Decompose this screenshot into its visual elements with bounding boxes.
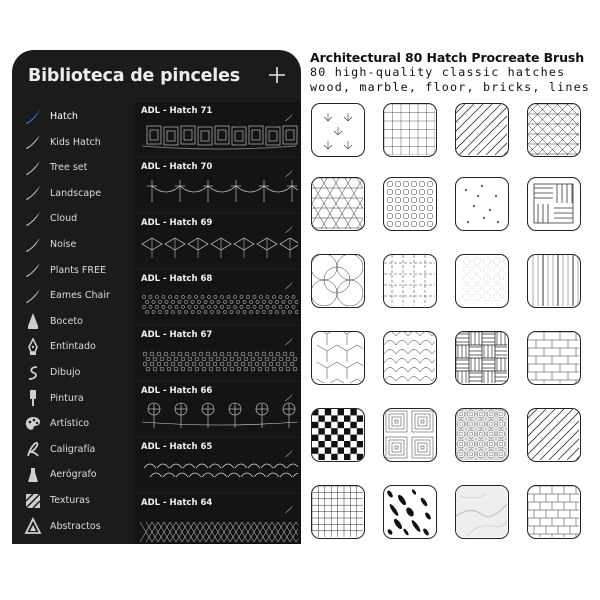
brush-name: ADL - Hatch 65 <box>141 442 213 452</box>
sidebar-item-boceto[interactable] <box>12 309 130 334</box>
brush-library-panel <box>12 50 301 544</box>
hatch-tile-dots <box>455 177 509 231</box>
hatch-tile-grid <box>383 103 437 157</box>
feather-stroke-icon <box>24 261 42 279</box>
plus-icon <box>265 63 289 87</box>
panel-header <box>12 50 301 102</box>
brush-set-sidebar <box>12 102 130 544</box>
brush-item[interactable] <box>134 270 301 324</box>
brush-name: ADL - Hatch 71 <box>141 106 213 116</box>
hatch-tile-arrows <box>311 103 365 157</box>
promo-title: Architectural 80 Hatch Procreate Brush <box>310 50 585 65</box>
sidebar-item-label: Eames Chair <box>50 290 110 302</box>
feather-icon <box>284 219 294 229</box>
feather-stroke-icon <box>24 236 42 254</box>
brush-name: ADL - Hatch 69 <box>141 218 213 228</box>
sidebar-item-texturas[interactable] <box>12 488 130 513</box>
feather-stroke-icon <box>24 287 42 305</box>
sidebar-item-abstractos[interactable] <box>12 514 130 539</box>
sidebar-item-dibujo[interactable] <box>12 360 130 385</box>
brush-stroke-preview <box>140 512 298 544</box>
feather-stroke-icon <box>24 210 42 228</box>
brush-item[interactable] <box>134 438 301 492</box>
texture-icon <box>24 492 42 510</box>
brush-name: ADL - Hatch 68 <box>141 274 213 284</box>
promo-subtitle: 80 high-quality classic hatches <box>310 65 566 79</box>
feather-icon <box>284 163 294 173</box>
hatch-tile-marble <box>455 485 509 539</box>
brush-stroke-preview <box>140 344 298 378</box>
sidebar-item-label: Boceto <box>50 315 83 327</box>
sidebar-item-noise[interactable] <box>12 232 130 257</box>
brush-stroke-preview <box>140 176 298 210</box>
brush-stroke-preview <box>140 400 298 434</box>
brush-item[interactable] <box>134 494 301 544</box>
brush-stroke-preview <box>140 120 298 154</box>
brush-list <box>134 102 301 544</box>
sidebar-item-plants-free[interactable] <box>12 258 130 283</box>
sidebar-item-art-stico[interactable] <box>12 411 130 436</box>
brush-item[interactable] <box>134 158 301 212</box>
hatch-tile-splatter <box>383 485 437 539</box>
hatch-tile-parquet <box>527 177 581 231</box>
brush-item[interactable] <box>134 382 301 436</box>
feather-stroke-icon <box>24 159 42 177</box>
paintbrush-icon <box>24 389 42 407</box>
hatch-tile-dashedgrid <box>383 254 437 308</box>
sidebar-item-label: Noise <box>50 239 77 250</box>
sidebar-item-label: Entintado <box>50 341 96 353</box>
brush-item[interactable] <box>134 102 301 156</box>
sidebar-item-label: Tree set <box>50 162 88 174</box>
sidebar-item-caligraf-a[interactable] <box>12 437 130 462</box>
sidebar-item-label: Landscape <box>50 187 102 199</box>
brush-name: ADL - Hatch 64 <box>141 498 213 508</box>
sidebar-item-cloud[interactable] <box>12 206 130 231</box>
sidebar-item-pintura[interactable] <box>12 386 130 411</box>
hatch-tile-circles <box>383 177 437 231</box>
brush-stroke-preview <box>140 232 298 266</box>
hatch-tile-circlegrid <box>455 408 509 462</box>
hatch-tile-diagonal <box>455 103 509 157</box>
brush-name: ADL - Hatch 70 <box>141 162 213 172</box>
promo-materials: wood, marble, floor, bricks, lines <box>310 80 591 94</box>
hatch-tile-diagonal2 <box>527 408 581 462</box>
feather-icon <box>284 331 294 341</box>
pencil-tip-icon <box>24 312 42 330</box>
sidebar-item-label: Cloud <box>50 213 78 225</box>
hatch-tile-basket <box>455 331 509 385</box>
brush-item[interactable] <box>134 214 301 268</box>
sidebar-item-label: Kids Hatch <box>50 136 101 148</box>
brush-stroke-preview <box>140 288 298 322</box>
feather-icon <box>284 443 294 453</box>
sidebar-item-kids-hatch[interactable] <box>12 130 130 155</box>
sidebar-item-aer-grafo[interactable] <box>12 462 130 487</box>
feather-icon <box>284 275 294 285</box>
squiggle-icon <box>24 364 42 382</box>
sidebar-item-landscape[interactable] <box>12 181 130 206</box>
sidebar-item-label: Aerógrafo <box>50 469 97 481</box>
sidebar-item-entintado[interactable] <box>12 334 130 359</box>
sidebar-item-hatch[interactable] <box>12 104 130 129</box>
calligraphy-icon <box>24 440 42 458</box>
feather-icon <box>284 499 294 509</box>
hatch-tile-hexgrid <box>311 177 365 231</box>
sidebar-item-label: Pintura <box>50 392 84 404</box>
brush-name: ADL - Hatch 66 <box>141 386 213 396</box>
brush-item[interactable] <box>134 326 301 380</box>
hatch-tile-checker <box>311 408 365 462</box>
airbrush-icon <box>24 466 42 484</box>
feather-stroke-icon <box>24 133 42 151</box>
sidebar-item-label: Caligrafía <box>50 443 96 455</box>
sidebar-item-label: Artístico <box>50 418 90 430</box>
triangle-icon <box>24 517 42 535</box>
feather-stroke-icon <box>24 108 42 126</box>
sidebar-item-label: Dibujo <box>50 367 81 378</box>
feather-icon <box>284 107 294 117</box>
hatch-tile-cubes <box>311 331 365 385</box>
feather-icon <box>284 387 294 397</box>
hatch-tile-vertlines <box>527 254 581 308</box>
hatch-tile-bricks <box>527 331 581 385</box>
sidebar-item-label: Abstractos <box>50 520 101 532</box>
hatch-tile-overlapcircles <box>311 254 365 308</box>
sidebar-item-label: Texturas <box>50 495 90 506</box>
sidebar-item-eames-chair[interactable] <box>12 283 130 308</box>
sidebar-item-label: Hatch <box>50 111 78 122</box>
sidebar-item-label: Plants FREE <box>50 264 106 276</box>
feather-stroke-icon <box>24 184 42 202</box>
hatch-tile-herringbone <box>527 485 581 539</box>
brush-stroke-preview <box>140 456 298 490</box>
hatch-tile-triangles <box>527 103 581 157</box>
sidebar-item-tree-set[interactable] <box>12 155 130 180</box>
hatch-tile-squaresnest <box>383 408 437 462</box>
palette-icon <box>24 415 42 433</box>
ink-pen-icon <box>24 338 42 356</box>
brush-name: ADL - Hatch 67 <box>141 330 213 340</box>
panel-title: Biblioteca de pinceles <box>28 66 240 86</box>
add-brush-set-button[interactable] <box>265 63 289 87</box>
hatch-tile-smallgrid <box>311 485 365 539</box>
hatch-tile-scales <box>383 331 437 385</box>
hatch-tile-hexdots <box>455 254 509 308</box>
